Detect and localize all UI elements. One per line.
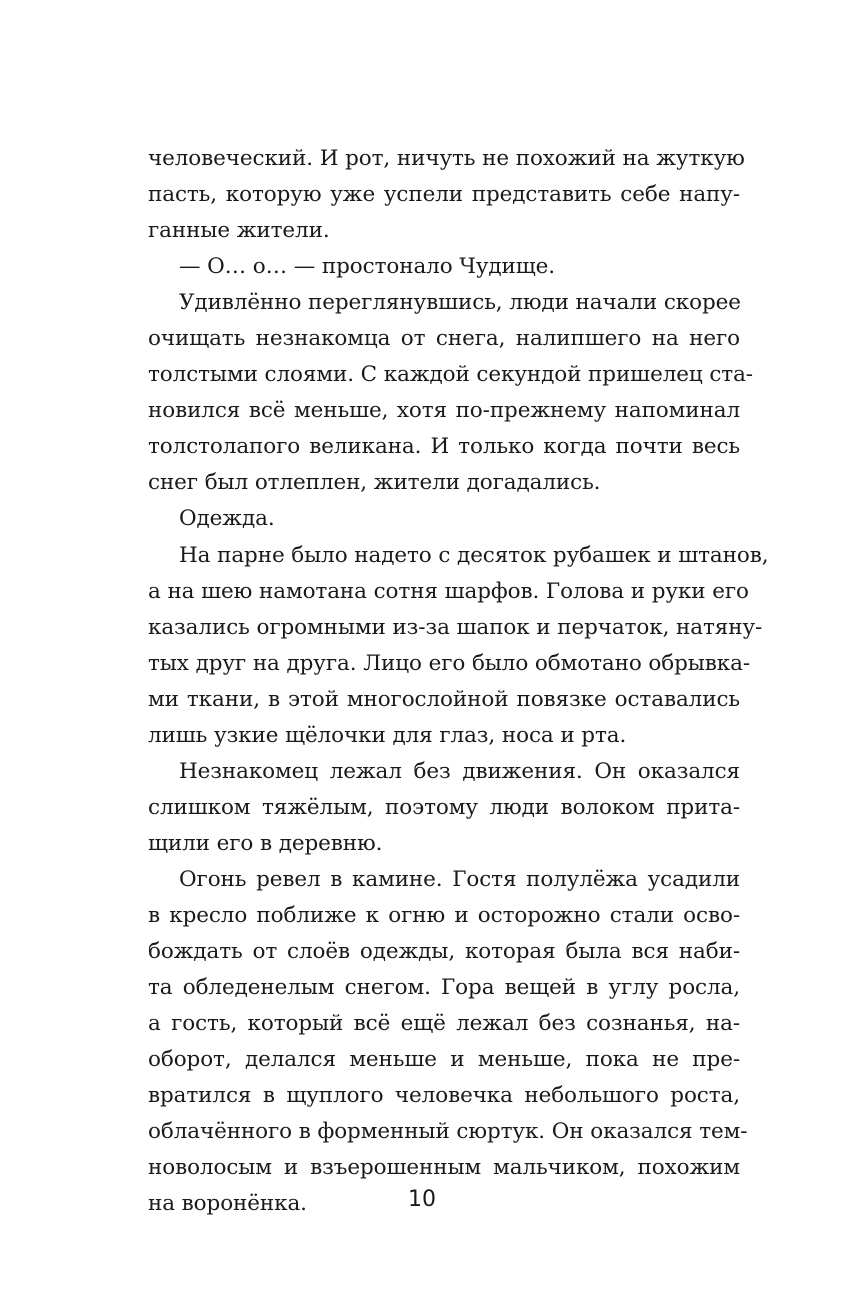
text-line: Незнакомец лежал без движения. Он оказался <box>179 758 740 784</box>
text-line: щили его в деревню. <box>148 830 383 856</box>
text-line: ганные жители. <box>148 218 330 244</box>
text-line: та обледенелым снегом. Гора вещей в углу росла, <box>148 975 740 1001</box>
text-line: новился всё меньше, хотя по-прежнему напоминал <box>148 398 740 424</box>
text-line: тых друг на друга. Лицо его было обмотано обрывка- <box>148 650 750 676</box>
text-line: На парне было надето с десяток рубашек и штанов, <box>179 542 769 568</box>
text-line: в кресло поближе к огню и осторожно стали осво- <box>148 902 740 928</box>
text-line: человеческий. И рот, ничуть не похожий на жуткую <box>148 146 745 171</box>
text-line: ми ткани, в этой многослойной повязке оставались <box>148 686 740 712</box>
text-line: на воронёнка. <box>148 1191 307 1217</box>
text-line: Одежда. <box>179 506 275 532</box>
text-line: — О… о… — простонало Чудище. <box>179 254 555 280</box>
page-number: 10 <box>408 1187 436 1212</box>
text-line: пасть, которую уже успели представить себе напу- <box>148 182 740 208</box>
text-line: оборот, делался меньше и меньше, пока не пре- <box>148 1047 740 1073</box>
body-text <box>148 141 769 1222</box>
text-line: толстолапого великана. И только когда почти весь <box>148 434 740 460</box>
text-line: облачённого в форменный сюртук. Он оказался тем- <box>148 1119 748 1145</box>
text-line: Удивлённо переглянувшись, люди начали скорее <box>179 290 741 316</box>
text-line: казались огромными из-за шапок и перчаток, натяну- <box>148 614 763 640</box>
text-line: а на шею намотана сотня шарфов. Голова и руки его <box>148 578 749 604</box>
text-line: снег был отлеплен, жители догадались. <box>148 470 601 496</box>
text-line: новолосым и взъерошенным мальчиком, похожим <box>148 1155 740 1181</box>
text-line: а гость, который всё ещё лежал без сознанья, на- <box>148 1011 740 1037</box>
text-line: толстыми слоями. С каждой секундой пришелец ста- <box>148 362 753 388</box>
text-line: слишком тяжёлым, поэтому люди волоком прита- <box>148 794 740 820</box>
text-line: бождать от слоёв одежды, которая была вся наби- <box>148 939 740 965</box>
text-line: очищать незнакомца от снега, налипшего на него <box>148 326 740 352</box>
text-line: Огонь ревел в камине. Гостя полулёжа усадили <box>179 866 740 892</box>
text-line: вратился в щуплого человечка небольшого роста, <box>148 1083 740 1109</box>
text-line: лишь узкие щёлочки для глаз, носа и рта. <box>148 722 627 748</box>
